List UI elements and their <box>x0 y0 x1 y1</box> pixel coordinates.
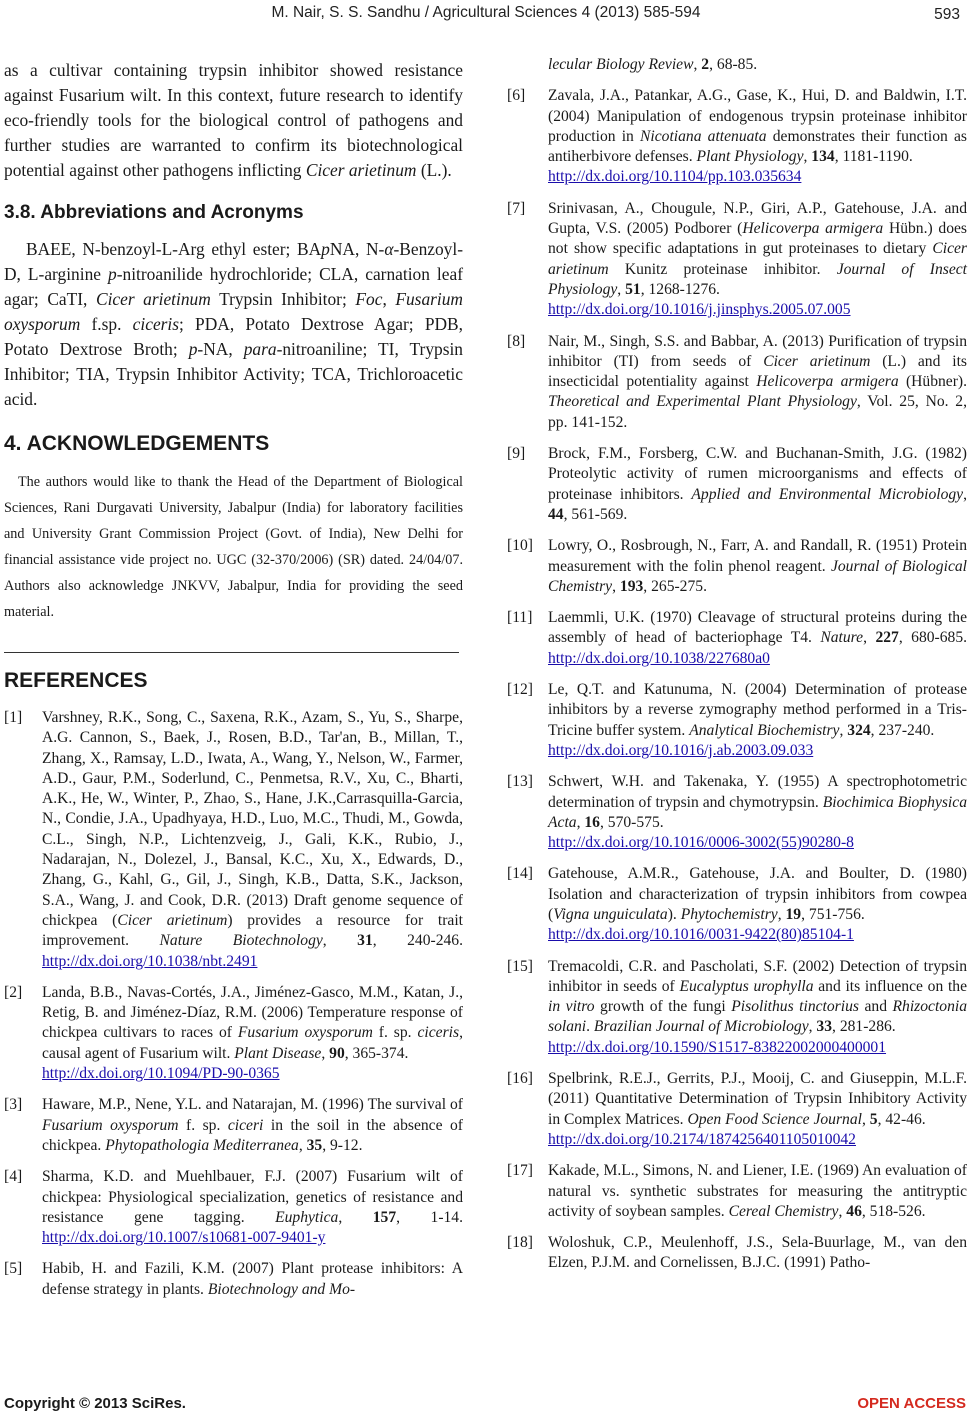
reference-text: Gatehouse, A.M.R., Gatehouse, J.A. and Boulter, D. (1980) Isolation and characterization of trypsin inhibitors from cowpea (Vigna unguiculata). Phytochemistry, 19, 751-756. http://dx.doi.org/10.1016/0031-9422(80)85104-1 <box>548 864 967 945</box>
reference-item <box>507 332 967 433</box>
reference-item <box>507 957 967 1058</box>
reference-text: Woloshuk, C.P., Meulenhoff, J.S., Sela-Buurlage, M., van den Elzen, P.J.M. and Cornelissen, B.J.C. (1991) Patho- <box>548 1234 967 1272</box>
left-column <box>4 58 463 1311</box>
reference-text: Srinivasan, A., Chougule, N.P., Giri, A.P., Gatehouse, J.A. and Gupta, V.S. (2005) Podborer (Helicoverpa armigera Hübn.) does not show specific adaptations in gut proteinases to dietary Cicer arietinum Kunitz proteinase inhibitor. Journal of Insect Physiology, 51, 1268-1276. http://dx.doi.org/10.1016/j.jinsphys.2005.07.005 <box>548 199 967 321</box>
reference-item <box>507 86 967 187</box>
reference-item <box>507 680 967 761</box>
acknowledgements-text: The authors would like to thank the Head of the Department of Biological Sciences, Rani Durgavati University, Jabalpur (India) for laboratory facilities and University Grant Commission Project (Govt. of India), New Delhi for financial assistance vide project no. UGC (32-370/2006) (SR) dated. 24/04/07. Authors also acknowledge JNKVV, Jabalpur, India for providing the seed material. <box>4 474 463 620</box>
doi-link[interactable]: http://dx.doi.org/10.1038/nbt.2491 <box>42 952 258 970</box>
reference-item <box>507 199 967 321</box>
reference-number: [10] <box>507 537 533 555</box>
doi-link[interactable]: http://dx.doi.org/10.1590/S1517-83822002000400001 <box>548 1038 887 1056</box>
reference-number: [1] <box>4 709 23 726</box>
reference-number: [4] <box>4 1168 23 1186</box>
reference-number: [6] <box>507 87 526 105</box>
abbreviations-text: BAEE, N-benzoyl-L-Arg ethyl ester; BApNA, N-α-Benzoyl-D, L-arginine p-nitroanilide hydrochloride; CLA, carnation leaf agar; CaTI, Cicer arietinum Trypsin Inhibitor; Foc, Fusarium oxysporum f.sp. ciceris; PDA, Potato Dextrose Agar; PDB, Potato Dextrose Broth; p-NA, para-nitroaniline; TI, Trypsin Inhibitor; TIA, Trypsin Inhibitor Activity; TCA, Trichloroacetic acid. <box>4 239 464 409</box>
reference-text: Lowry, O., Rosbrough, N., Farr, A. and Randall, R. (1951) Protein measurement with the folin phenol reagent. Journal of Biological Chemistry, 193, 265-275. <box>548 537 967 595</box>
doi-link[interactable]: http://dx.doi.org/10.1016/j.jinsphys.2005.07.005 <box>548 301 851 319</box>
doi-link[interactable]: http://dx.doi.org/10.2174/1874256401105010042 <box>548 1130 856 1148</box>
abbreviations-heading: 3.8. Abbreviations and Acronyms <box>4 202 304 223</box>
right-column <box>507 55 967 1285</box>
reference-text: Brock, F.M., Forsberg, C.W. and Buchanan-Smith, J.G. (1982) Proteolytic activity of rumen microorganisms and effects of proteinase inhibitors. Applied and Environmental Microbiology, 44, 561-569. <box>548 445 967 523</box>
doi-link[interactable]: http://dx.doi.org/10.1094/PD-90-0365 <box>42 1065 280 1083</box>
reference-text: Varshney, R.K., Song, C., Saxena, R.K., Azam, S., Yu, S., Sharpe, A.G. Cannon, S., Baek, J., Rosen, B.D., Tar'an, B., Millan, T., Zhang, X., Ramsay, L.D., Iwata, A., Wang, Y., Nelson, W., Farmer, A.D., Gaur, P.M., Soderlund, C., Penmetsa, R.V., Xu, C., Bharti, A.K., He, W., Winter, P., Zhao, S., Hane, J.K.,Carrasquilla-Garcia, N., Condie, J.A., Upadhyaya, H.D., Luo, M.C., Thudi, M., Gowda, C.L., Singh, N.P., Lichtenzveig, J., Gali, K.K., Rubio, J., Nadarajan, N., Dolezel, J., Bansal, K.C., Xu, X., Edwards, D., Zhang, G., Kahl, G., Gil, J., Singh, K.B., Datta, S.K., Jackson, S.A., Wang, J. and Cook, D.R. (2013) Draft genome sequence of chickpea (Cicer arietinum) provides a resource for trait improvement. Nature Biotechnology, 31, 240-246. http://dx.doi.org/10.1038/nbt.2491 <box>42 709 464 970</box>
reference-number: [18] <box>507 1234 533 1252</box>
reference-item <box>507 864 967 945</box>
reference-text: Habib, H. and Fazili, K.M. (2007) Plant protease inhibitors: A defense strategy in plants. Biotechnology and Mo- <box>42 1260 463 1298</box>
reference-number: [5] <box>4 1260 23 1278</box>
reference-number: [16] <box>507 1070 533 1088</box>
open-access-badge: OPEN ACCESS <box>857 1395 966 1412</box>
doi-link[interactable]: http://dx.doi.org/10.1038/227680a0 <box>548 649 770 667</box>
reference-item <box>4 1167 463 1248</box>
section-divider <box>4 652 459 653</box>
reference-text: Spelbrink, R.E.J., Gerrits, P.J., Mooij, C. and Giuseppin, M.L.F. (2011) Quantitative Determination of Trypsin Inhibitory Activity in Complex Matrices. Open Food Science Journal, 5, 42-46. http://dx.doi.org/10.2174/1874256401105010042 <box>548 1069 967 1150</box>
reference-item <box>507 1161 967 1222</box>
reference-number: [11] <box>507 609 533 627</box>
reference-text: Kakade, M.L., Simons, N. and Liener, I.E. (1969) An evaluation of natural vs. synthetic substrates for measuring the antitryptic activity of soybean samples. Cereal Chemistry, 46, 518-526. <box>548 1162 967 1220</box>
reference-item <box>507 1233 967 1274</box>
reference-text: Schwert, W.H. and Takenaka, Y. (1955) A spectrophotometric determination of trypsin and chymotrypsin. Biochimica Biophysica Acta, 16, 570-575. http://dx.doi.org/10.1016/0006-3002(55)90280-8 <box>548 772 967 853</box>
reference-text: Zavala, J.A., Patankar, A.G., Gase, K., Hui, D. and Baldwin, I.T. (2004) Manipulation of endogenous trypsin proteinase inhibitor production in Nicotiana attenuata demonstrates their function as antiherbivore defenses. Plant Physiology, 134, 1181-1190. http://dx.doi.org/10.1104/pp.103.035634 <box>548 86 967 187</box>
reference-number: [8] <box>507 332 526 350</box>
reference-number: [2] <box>4 983 23 1001</box>
reference-text: Landa, B.B., Navas-Cortés, J.A., Jiménez-Gasco, M.M., Katan, J., Retig, B. and Jiménez-Díaz, R.M. (2006) Temperature response of chickpea cultivars to races of Fusarium oxysporum f. sp. ciceris, causal agent of Fusarium wilt. Plant Disease, 90, 365-374. http://dx.doi.org/10.1094/PD-90-0365 <box>42 983 463 1084</box>
reference-text: Le, Q.T. and Katunuma, N. (2004) Determination of protease inhibitors by a reverse zymography method performed in a Tris-Tricine buffer system. Analytical Biochemistry, 324, 237-240. http://dx.doi.org/10.1016/j.ab.2003.09.033 <box>548 680 967 761</box>
reference-text: Nair, M., Singh, S.S. and Babbar, A. (2013) Purification of trypsin inhibitor (TI) from seeds of Cicer arietinum (L.) and its insecticidal potentiality against Helicoverpa armigera (Hübner). Theoretical and Experimental Plant Physiology, Vol. 25, No. 2, pp. 141-152. <box>548 332 967 431</box>
reference-item <box>507 1069 967 1150</box>
intro-paragraph: as a cultivar containing trypsin inhibitor showed resistance against Fusarium wilt. In this context, future research to identify eco-friendly tools for the biological control of pathogens and further studies are warranted to confirm its biotechnological potential against other pathogens inflicting Cicer arietinum (L.). <box>4 60 463 180</box>
reference-number: [14] <box>507 865 533 883</box>
reference-text: Tremacoldi, C.R. and Pascholati, S.F. (2002) Detection of trypsin inhibitor in seeds of Eucalyptus urophylla and its influence on the in vitro growth of the fungi Pisolithus tinctorius and Rhizoctonia solani. Brazilian Journal of Microbiology, 33, 281-286. http://dx.doi.org/10.1590/S1517-83822002000400001 <box>548 957 967 1058</box>
reference-number: [17] <box>507 1162 533 1180</box>
reference-item <box>4 983 463 1084</box>
reference-text: Sharma, K.D. and Muehlbauer, F.J. (2007) Fusarium wilt of chickpea: Physiological specialization, genetics of resistance and resistance gene tagging. Euphytica, 157, 1-14. http://dx.doi.org/10.1007/s10681-007-9401-y <box>42 1168 464 1247</box>
doi-link[interactable]: http://dx.doi.org/10.1016/0006-3002(55)90280-8 <box>548 834 854 852</box>
reference-text: Haware, M.P., Nene, Y.L. and Natarajan, M. (1996) The survival of Fusarium oxysporum f. sp. ciceri in the soil in the absence of chickpea. Phytopathologia Mediterranea, 35, 9-12. <box>42 1096 463 1154</box>
page-number: 593 <box>934 6 960 23</box>
reference-item <box>507 772 967 853</box>
acknowledgements-heading: 4. ACKNOWLEDGEMENTS <box>4 432 270 455</box>
reference-number: [3] <box>4 1096 23 1114</box>
doi-link[interactable]: http://dx.doi.org/10.1104/pp.103.035634 <box>548 168 802 186</box>
page-header <box>0 3 972 27</box>
reference-item <box>4 708 463 972</box>
running-head: M. Nair, S. S. Sandhu / Agricultural Sciences 4 (2013) 585-594 <box>271 4 701 21</box>
doi-link[interactable]: http://dx.doi.org/10.1007/s10681-007-9401-y <box>42 1229 326 1247</box>
copyright-notice: Copyright © 2013 SciRes. <box>4 1395 186 1412</box>
reference-continuation: lecular Biology Review, 2, 68-85. <box>548 56 758 73</box>
reference-item <box>4 1095 463 1156</box>
doi-link[interactable]: http://dx.doi.org/10.1016/0031-9422(80)85104-1 <box>548 926 854 944</box>
doi-link[interactable]: http://dx.doi.org/10.1016/j.ab.2003.09.033 <box>548 741 814 759</box>
reference-number: [9] <box>507 445 526 463</box>
reference-item <box>507 444 967 525</box>
reference-item <box>507 608 967 669</box>
reference-number: [15] <box>507 957 533 975</box>
reference-number: [13] <box>507 773 533 791</box>
reference-number: [7] <box>507 199 526 217</box>
reference-item <box>4 1259 463 1300</box>
reference-number: [12] <box>507 681 533 699</box>
reference-item <box>507 536 967 597</box>
references-heading: REFERENCES <box>4 669 148 692</box>
reference-text: Laemmli, U.K. (1970) Cleavage of structural proteins during the assembly of head of bacteriophage T4. Nature, 227, 680-685. http://dx.doi.org/10.1038/227680a0 <box>548 609 968 667</box>
page-footer <box>0 1395 972 1415</box>
